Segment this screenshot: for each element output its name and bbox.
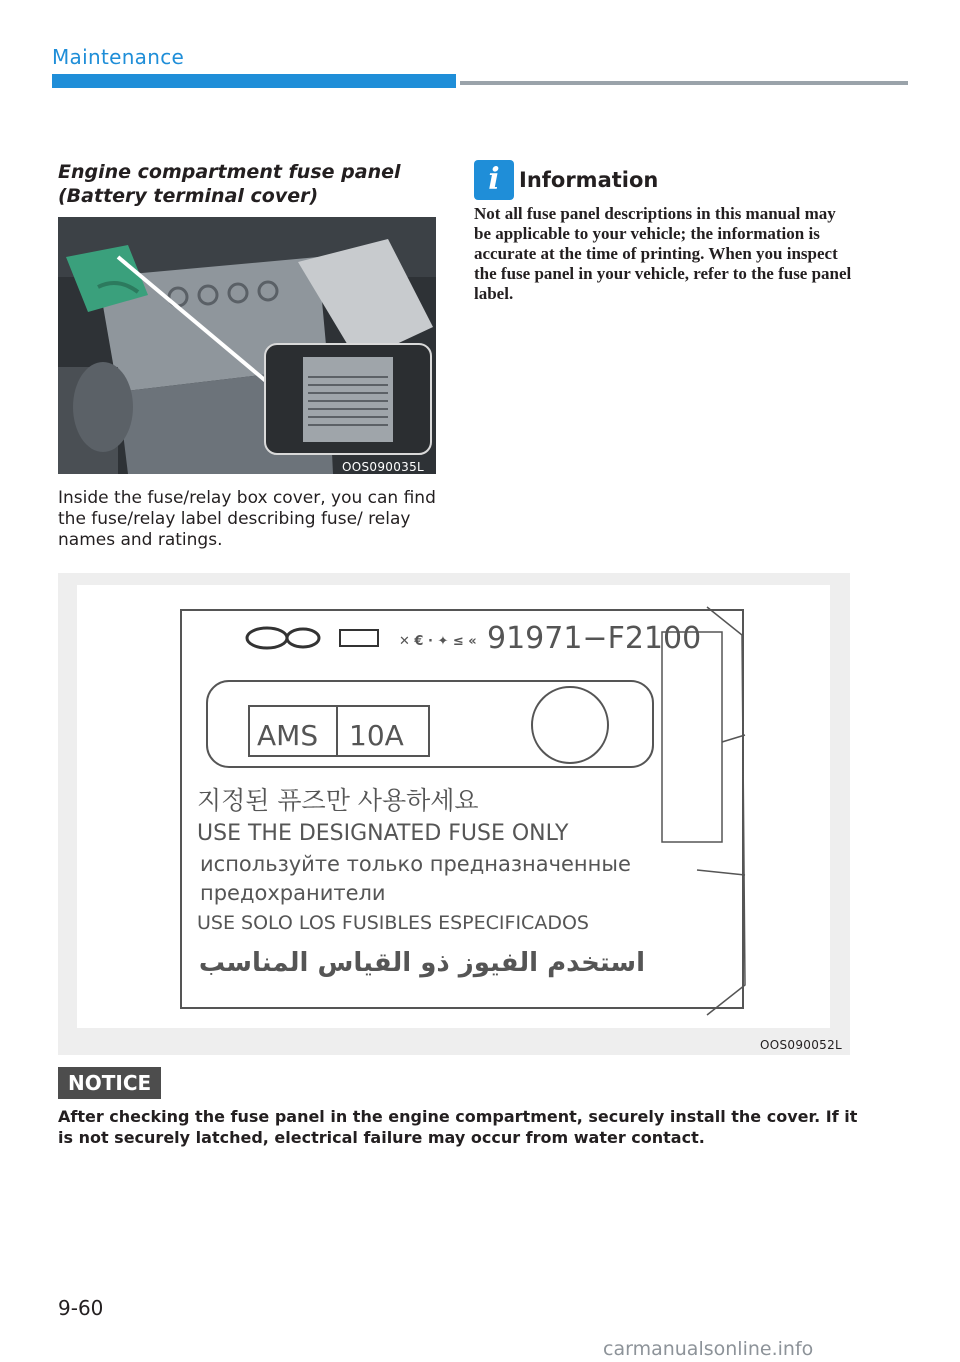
info-text: Not all fuse panel descriptions in this manual may be applicable to your vehicle; the information is accurate at the time of printing. When you inspect the fuse panel in your vehicle, refer to the fuse panel label.: [474, 204, 852, 303]
photo-code: OOS090035L: [342, 460, 425, 474]
header-rule-accent: [52, 74, 456, 88]
fuse-label-drawing: [77, 585, 830, 1028]
figure-code: OOS090052L: [760, 1038, 843, 1052]
page-number: 9-60: [58, 1296, 104, 1320]
warning-spanish: USE SOLO LOS FUSIBLES ESPECIFICADOS: [197, 912, 589, 934]
section-heading: [58, 160, 438, 208]
warning-english: USE THE DESIGNATED FUSE ONLY: [197, 821, 569, 846]
fuse-label-description: Inside the fuse/relay box cover, you can find the fuse/relay label describing fuse/ relay names and ratings.: [58, 488, 436, 550]
heading-line-2: (Battery terminal cover): [58, 185, 319, 207]
header-rule: [460, 81, 908, 85]
notice-badge: NOTICE: [58, 1067, 161, 1099]
warning-russian-2: предохранители: [200, 881, 386, 905]
engine-photo-illustration: [58, 217, 436, 474]
warning-korean: 지정된 퓨즈만 사용하세요: [197, 786, 479, 815]
svg-text:✕ € · ✦ ≤ «: ✕ € · ✦ ≤ «: [399, 634, 477, 649]
watermark[interactable]: carmanualsonline.info: [603, 1338, 814, 1360]
heading-line-1: Engine compartment fuse panel: [58, 161, 401, 183]
fuse-label-svg: [77, 585, 830, 1028]
fuse-name: AMS: [257, 719, 319, 752]
section-title: Maintenance: [52, 45, 185, 69]
info-icon: i: [474, 160, 514, 200]
fuse-rating: 10A: [349, 719, 404, 752]
warning-russian-1: используйте только предназначенные: [200, 852, 631, 876]
info-title: Information: [519, 168, 659, 192]
engine-compartment-photo: [58, 217, 436, 474]
notice-text: After checking the fuse panel in the engine compartment, securely install the cover. If it is not securely latched, electrical failure may occur from water contact.: [58, 1107, 858, 1147]
warning-arabic: استخدم الفيوز ذو القياس المناسب: [198, 948, 645, 978]
part-number: 91971−F2100: [487, 621, 702, 656]
